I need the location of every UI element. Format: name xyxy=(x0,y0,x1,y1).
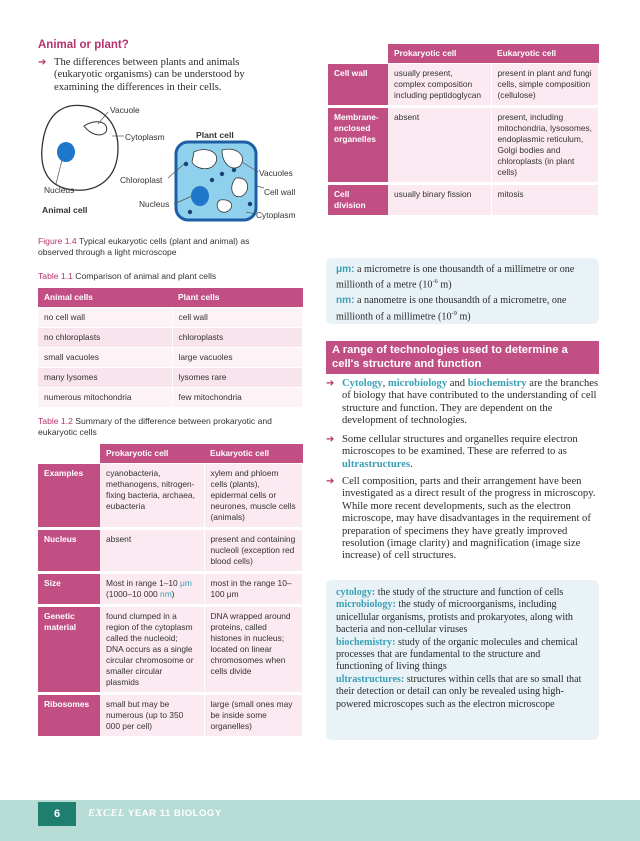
footer-band xyxy=(0,800,640,841)
arrow-icon: ➔ xyxy=(38,57,47,68)
animal-plant-table xyxy=(38,288,303,408)
label-nucleus: Nucleus xyxy=(44,185,75,195)
section-title: Animal or plant? xyxy=(38,39,129,51)
animal-cell xyxy=(42,105,118,190)
prokaryotic-eukaryotic-table-continued xyxy=(328,44,599,218)
label-cytoplasm-plant: Cytoplasm xyxy=(256,210,296,220)
label-cytoplasm: Cytoplasm xyxy=(125,132,165,142)
tech-bullet-3: ➔ Cell composition, parts and their arrangement have been investigated as a direct result of the progress in microscopy. While more recent developments, such as the electron microscope, may have disadvantages in the requirement of preparation of specimens they have greatly improved resolution (image clarity) and magnification (image size increase) of cell structures. xyxy=(326,476,596,562)
table-row: Nucleus absent present and containing nucleoli (exception red blood cells) xyxy=(38,529,303,573)
table-header: Eukaryotic cell xyxy=(204,444,303,464)
table-row: no cell wall cell wall xyxy=(38,308,303,328)
intro-bullet: ➔ The differences between plants and animals (eukaryotic organisms) can be understood by examining the differences in their cells. xyxy=(38,57,245,93)
glossary-item: biochemistry: study of the organic molecules and chemical processes that are fundamental to the structure and functioning of living things xyxy=(336,636,578,673)
tech-heading: A range of technologies used to determine a cell's structure and function xyxy=(326,341,599,374)
table-row: many lysomes lysomes rare xyxy=(38,368,303,388)
table-row: Size Most in range 1–10 μm (1000–10 000 nm) most in the range 10–100 μm xyxy=(38,573,303,606)
plant-cell xyxy=(176,142,256,220)
glossary-item: microbiology: the study of microorganisms, including unicellular organisms, protists and prokaryotes, along with bacteria and non-cellular viruses xyxy=(336,599,573,636)
units-box: μm: a micrometre is one thousandth of a millimetre or one millionth of a metre ($10^{-6}$ m) nm: a nanometre is one thousandth of a micrometre, one millionth of a millimetre ($10^{-9}$ m) xyxy=(326,258,599,324)
figure-caption: Figure 1.4 Typical eukaryotic cells (plant and animal) as observed through a light microscope xyxy=(38,236,250,257)
table-row: Ribosomes small but may be numerous (up to 350 000 per cell) large (small ones may be inside some organelles) xyxy=(38,694,303,738)
table-header: Eukaryotic cell xyxy=(491,44,599,64)
glossary-item: cytology: the study of the structure and function of cells xyxy=(336,587,564,598)
tech-bullet-2: ➔ Some cellular structures and organelles require electron microscopes to be examined. These are referred to as ultrastructures. xyxy=(326,434,578,470)
tech-bullet-1: ➔ Cytology, microbiology and biochemistry are the branches of biology that have contributed to the understanding of cell structure and function. They are dependent on the development of technologies. xyxy=(326,378,599,427)
page-number: 6 xyxy=(38,802,76,826)
table-row: no chloroplasts chloroplasts xyxy=(38,328,303,348)
table-row: Cell wall usually present, complex composition including peptidoglycan present in plant and fungi cells, simple composition (cellulose) xyxy=(328,64,599,107)
glossary-item: ultrastructures: structures within cells that are so small that their detection or detail can only be revealed using high-powered microscopes such as the electron microscope xyxy=(336,673,582,710)
footer-title: EXCEL YEAR 11 BIOLOGY xyxy=(88,808,222,819)
table-header: Prokaryotic cell xyxy=(100,444,204,464)
label-vacuole: Vacuole xyxy=(110,105,140,115)
label-plant-cell: Plant cell xyxy=(196,130,234,140)
table2-caption: Table 1.2 Summary of the difference between prokaryotic and eukaryotic cells xyxy=(38,416,272,437)
arrow-icon: ➔ xyxy=(326,476,335,487)
table-header: Animal cells xyxy=(38,288,172,308)
arrow-icon: ➔ xyxy=(326,434,335,445)
table-row: Cell division usually binary fission mitosis xyxy=(328,184,599,217)
table1-caption: Table 1.1 Comparison of animal and plant cells xyxy=(38,271,217,281)
table-row: small vacuoles large vacuoles xyxy=(38,348,303,368)
glossary-box xyxy=(326,580,599,740)
label-cell-wall: Cell wall xyxy=(264,187,296,197)
label-vacuoles: Vacuoles xyxy=(259,168,293,178)
prokaryotic-eukaryotic-table xyxy=(38,444,303,739)
arrow-icon: ➔ xyxy=(326,378,335,389)
table-row: Genetic material found clumped in a region of the cytoplasm called the nucleoid; DNA occurs as a single circular chromosome or smaller circular plasmids DNA wrapped around proteins, called histones in nucleus; located on linear chromosomes when cells divide xyxy=(38,606,303,694)
table-header: Prokaryotic cell xyxy=(388,44,491,64)
label-animal-cell: Animal cell xyxy=(42,205,88,215)
table-row: Membrane-enclosed organelles absent present, including mitochondria, lysosomes, endoplasmic reticulum, Golgi bodies and chloroplasts (in plant cells) xyxy=(328,107,599,184)
table-row: Examples cyanobacteria, methanogens, nitrogen-fixing bacteria, archaea, eubacteria xylem and phloem cells (plants), epidermal cells or neurones, muscle cells (animals) xyxy=(38,464,303,529)
table-header: Plant cells xyxy=(172,288,303,308)
label-nucleus-plant: Nucleus xyxy=(139,199,170,209)
table-row: numerous mitochondria few mitochondria xyxy=(38,388,303,408)
label-chloroplast: Chloroplast xyxy=(120,175,163,185)
